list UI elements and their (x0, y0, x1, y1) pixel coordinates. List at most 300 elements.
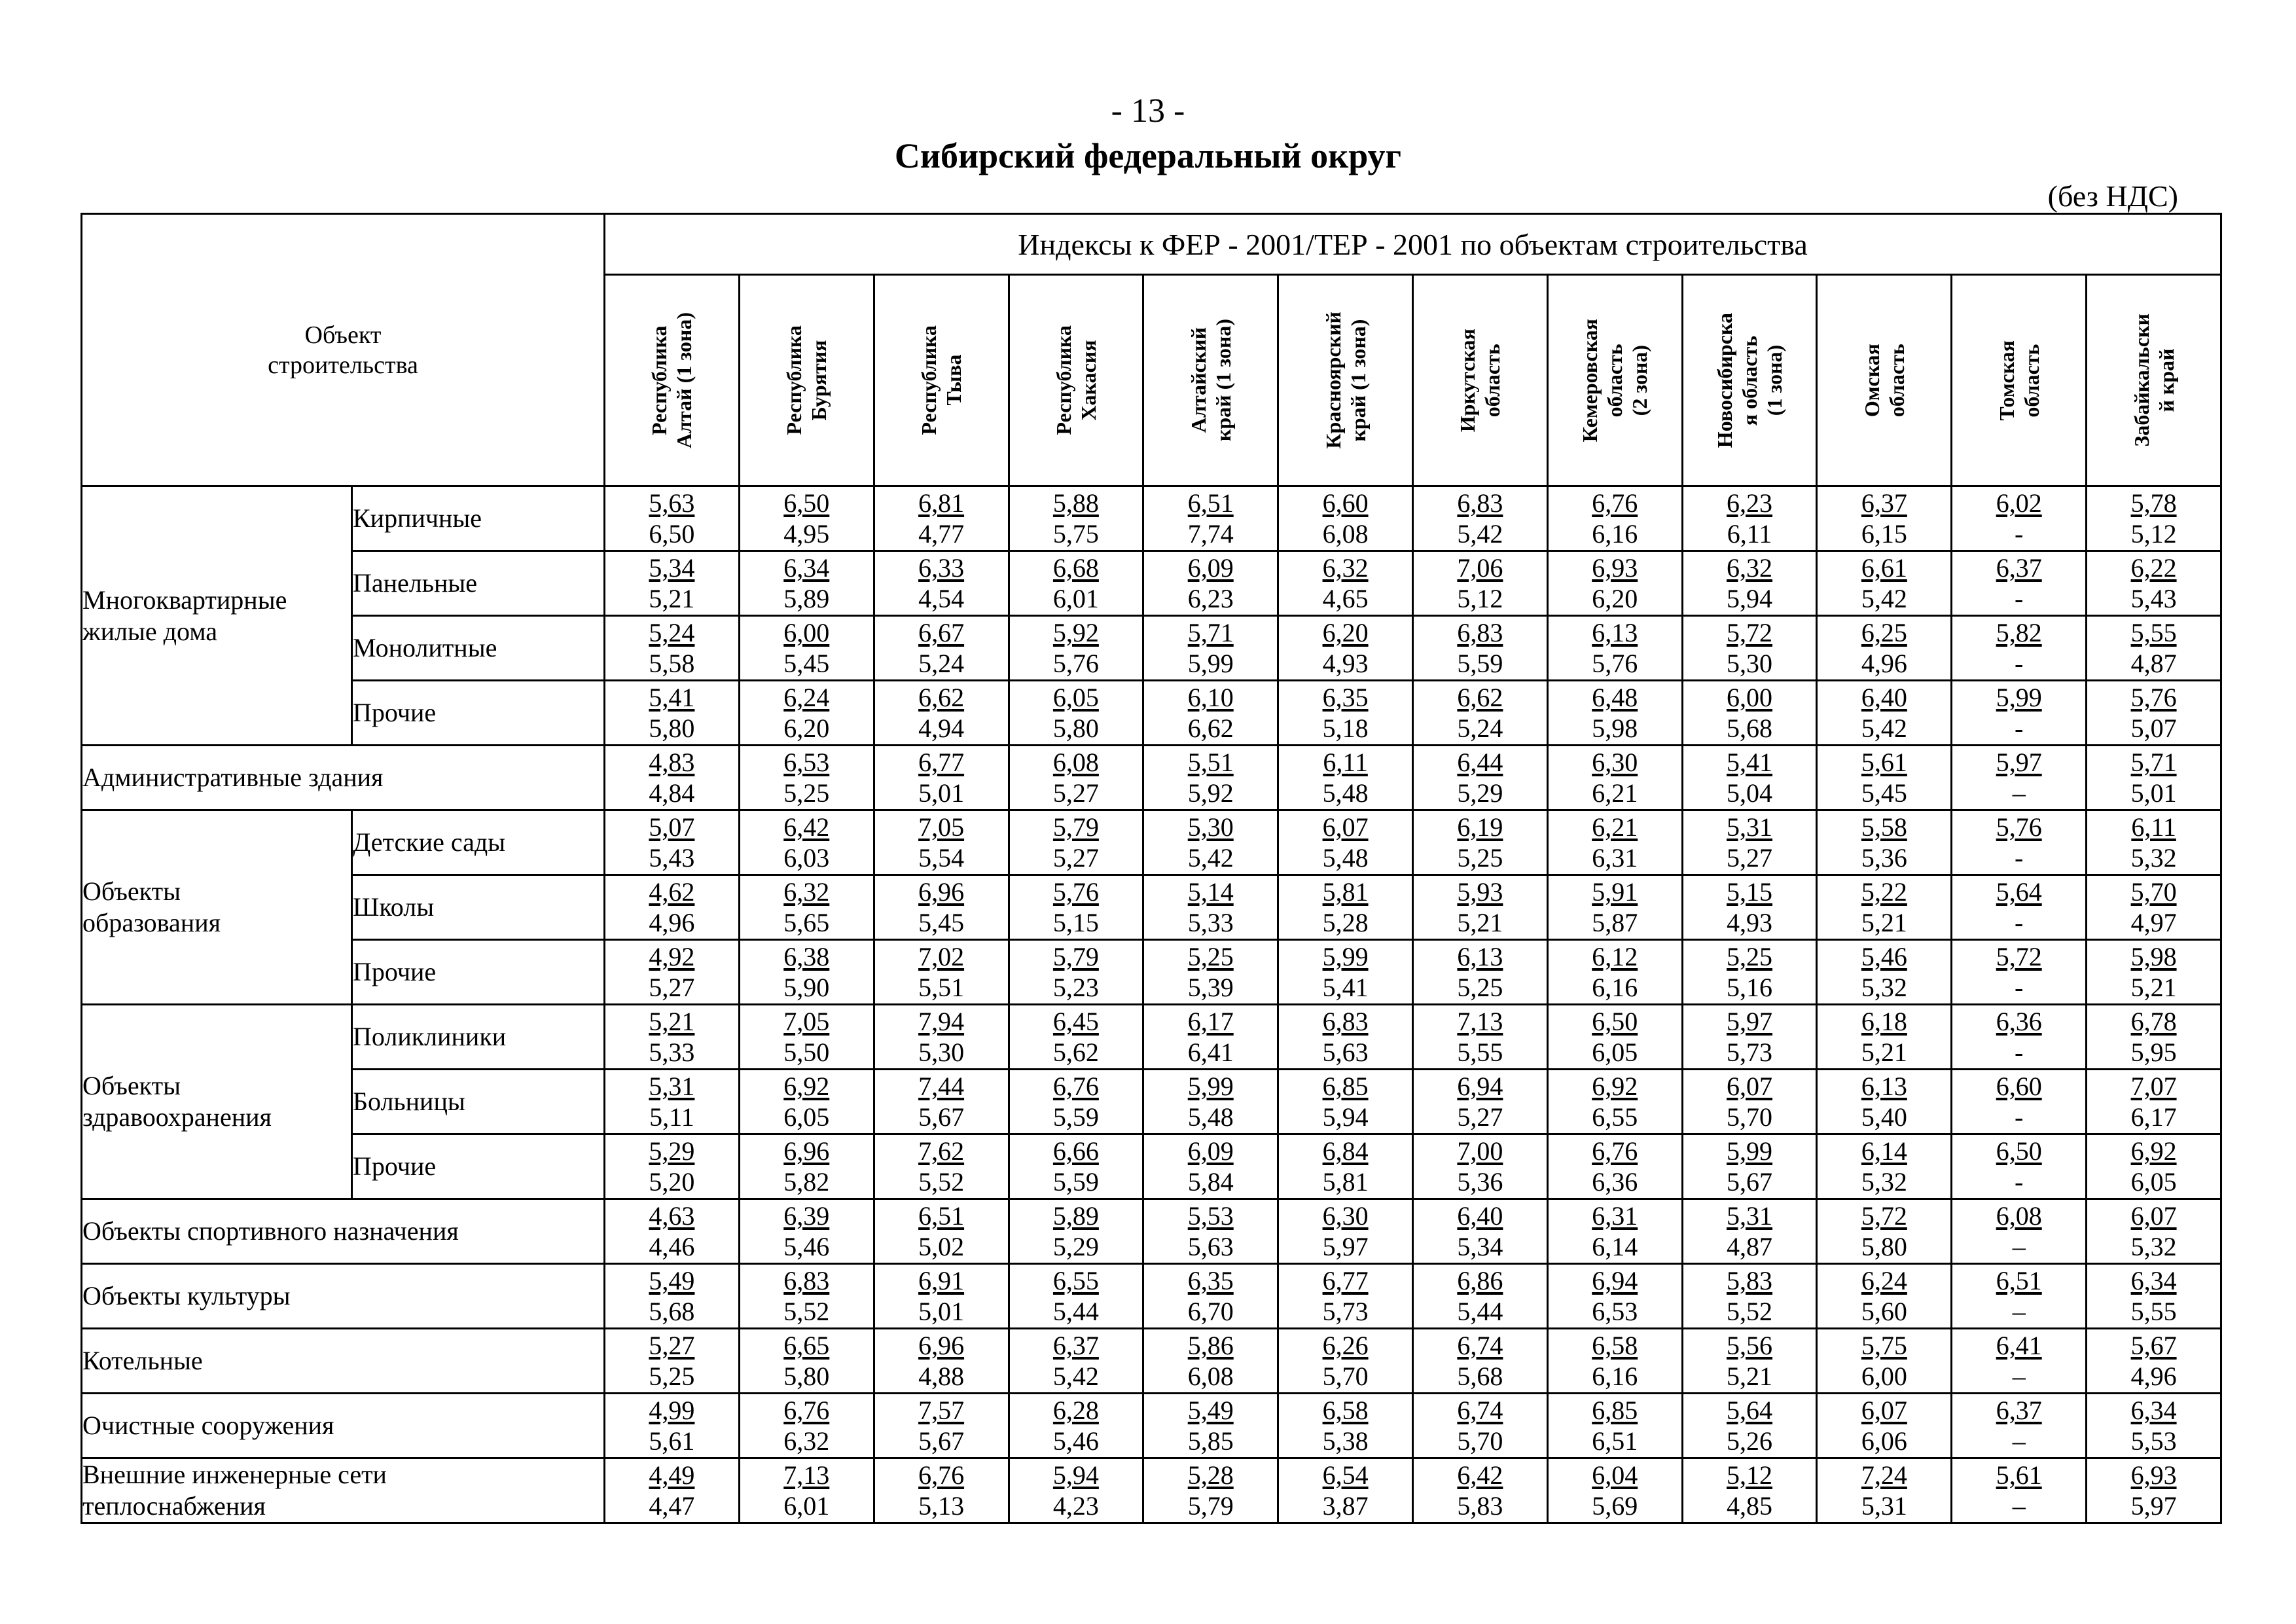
index-value-bottom: 5,24 (1457, 713, 1503, 743)
index-value-top: 6,24 (1861, 1266, 1907, 1295)
index-cell (605, 1070, 740, 1134)
index-cell (1412, 486, 1547, 551)
index-cell (1952, 486, 2087, 551)
index-value-top: 6,13 (1592, 618, 1638, 647)
index-cell (1817, 486, 1952, 551)
index-value-top: 6,07 (2130, 1201, 2177, 1231)
index-value-top: 5,61 (1861, 748, 1907, 777)
index-cell (1547, 1264, 1682, 1329)
index-value-bottom: 5,27 (1052, 843, 1099, 873)
index-cell (739, 1394, 874, 1458)
index-cell (739, 1070, 874, 1134)
index-value-bottom: 5,52 (783, 1297, 830, 1326)
index-value-bottom: - (2015, 713, 2024, 743)
index-value-top: 7,06 (1457, 553, 1503, 583)
index-value-top: 6,48 (1592, 683, 1638, 712)
index-value-bottom: 5,45 (783, 649, 830, 678)
index-value-top: 6,86 (1457, 1266, 1503, 1295)
object-label: Очистные сооружения (82, 1394, 605, 1458)
region-label: Томская область (1994, 340, 2043, 421)
index-value-top: 5,98 (2130, 942, 2177, 971)
index-value-top: 6,65 (783, 1331, 830, 1360)
index-value-top: 6,58 (1592, 1331, 1638, 1360)
index-value-top: 6,94 (1592, 1266, 1638, 1295)
index-value-top: 7,02 (918, 942, 965, 971)
index-cell (1547, 486, 1682, 551)
index-value-bottom: 5,12 (2130, 519, 2177, 549)
index-value-top: 6,24 (783, 683, 830, 712)
index-value-bottom: – (2012, 1426, 2026, 1456)
index-cell (739, 1005, 874, 1070)
index-value-bottom: 5,28 (1322, 908, 1369, 937)
index-value-top: 5,71 (2130, 748, 2177, 777)
index-value-top: 5,58 (1861, 812, 1907, 842)
index-value-top: 7,62 (918, 1136, 965, 1166)
index-value-top: 5,93 (1457, 877, 1503, 907)
index-cell (739, 1264, 874, 1329)
index-value-top: 6,19 (1457, 812, 1503, 842)
index-cell (1412, 875, 1547, 940)
index-value-top: 6,14 (1861, 1136, 1907, 1166)
index-value-top: 5,79 (1052, 812, 1099, 842)
index-cell (1817, 1264, 1952, 1329)
index-value-top: 5,25 (1727, 942, 1773, 971)
index-cell (1278, 616, 1413, 681)
index-value-top: 6,04 (1592, 1460, 1638, 1490)
index-value-top: 5,34 (649, 553, 695, 583)
index-value-bottom: 7,74 (1187, 519, 1234, 549)
index-cell (1143, 681, 1278, 746)
index-value-bottom: 6,05 (2130, 1167, 2177, 1197)
index-value-bottom: - (2015, 1038, 2024, 1067)
index-value-top: 6,62 (1457, 683, 1503, 712)
index-cell (1817, 681, 1952, 746)
index-value-top: 7,13 (1457, 1007, 1503, 1036)
index-value-top: 7,05 (918, 812, 965, 842)
index-value-bottom: 6,62 (1187, 713, 1234, 743)
index-value-top: 4,62 (649, 877, 695, 907)
index-value-top: 5,63 (649, 488, 695, 518)
index-cell (739, 551, 874, 616)
index-cell (1278, 1329, 1413, 1394)
index-cell (1817, 1394, 1952, 1458)
index-value-top: 6,50 (783, 488, 830, 518)
index-value-top: 5,49 (1187, 1396, 1234, 1425)
index-value-top: 5,97 (1996, 748, 2042, 777)
index-cell (1682, 1458, 1817, 1523)
index-cell (1682, 1394, 1817, 1458)
subtype-label: Прочие (352, 1134, 605, 1199)
index-value-bottom: 5,16 (1727, 973, 1773, 1002)
index-cell (1278, 875, 1413, 940)
index-cell (1278, 1199, 1413, 1264)
index-value-top: 6,93 (2130, 1460, 2177, 1490)
index-value-top: 6,68 (1052, 553, 1099, 583)
index-value-bottom: 5,59 (1052, 1102, 1099, 1132)
index-cell (605, 551, 740, 616)
subtype-label: Поликлиники (352, 1005, 605, 1070)
index-value-top: 5,30 (1187, 812, 1234, 842)
index-cell (1278, 746, 1413, 810)
index-value-bottom: 5,29 (1457, 778, 1503, 808)
index-value-top: 7,05 (783, 1007, 830, 1036)
index-value-top: 5,72 (1996, 942, 2042, 971)
index-value-bottom: 5,48 (1322, 843, 1369, 873)
index-value-bottom: 5,80 (783, 1362, 830, 1391)
index-cell (605, 1005, 740, 1070)
index-value-bottom: 5,25 (1457, 973, 1503, 1002)
index-value-bottom: 5,67 (1727, 1167, 1773, 1197)
index-value-bottom: 6,11 (1727, 519, 1772, 549)
index-value-top: 5,81 (1322, 877, 1369, 907)
index-cell (2087, 875, 2221, 940)
region-header (605, 275, 740, 486)
index-value-bottom: 5,62 (1052, 1038, 1099, 1067)
index-value-top: 7,57 (918, 1396, 965, 1425)
index-value-top: 6,53 (783, 748, 830, 777)
index-value-bottom: 4,54 (918, 584, 965, 613)
index-cell (739, 1199, 874, 1264)
index-value-bottom: 5,84 (1187, 1167, 1234, 1197)
index-value-top: 6,22 (2130, 553, 2177, 583)
index-value-bottom: 6,05 (1592, 1038, 1638, 1067)
index-cell (1547, 681, 1682, 746)
index-value-top: 6,51 (918, 1201, 965, 1231)
index-cell (1682, 1070, 1817, 1134)
index-cell (1952, 1070, 2087, 1134)
index-cell (2087, 616, 2221, 681)
object-label: Внешние инженерные сети теплоснабжения (82, 1458, 605, 1523)
index-value-bottom: 5,81 (1322, 1167, 1369, 1197)
index-value-top: 6,45 (1052, 1007, 1099, 1036)
index-value-top: 7,00 (1457, 1136, 1503, 1166)
region-label: Кемеровская область (2 зона) (1578, 318, 1652, 442)
index-cell (1143, 1199, 1278, 1264)
index-value-top: 6,60 (1996, 1072, 2042, 1101)
index-cell (2087, 940, 2221, 1005)
region-header (1817, 275, 1952, 486)
index-cell (1547, 1070, 1682, 1134)
index-cell (739, 875, 874, 940)
object-header-label: Объект строительства (268, 321, 418, 379)
index-cell (1412, 681, 1547, 746)
index-value-bottom: 4,95 (783, 519, 830, 549)
index-value-bottom: 6,20 (1592, 584, 1638, 613)
index-value-bottom: – (2012, 778, 2026, 808)
index-cell (1952, 1394, 2087, 1458)
index-cell (2087, 810, 2221, 875)
index-value-top: 6,85 (1322, 1072, 1369, 1101)
index-value-top: 5,22 (1861, 877, 1907, 907)
index-cell (2087, 681, 2221, 746)
region-header (2087, 275, 2221, 486)
index-cell (605, 810, 740, 875)
index-value-top: 6,38 (783, 942, 830, 971)
index-value-bottom: – (2012, 1232, 2026, 1261)
index-cell (1952, 810, 2087, 875)
table-row (82, 1134, 2221, 1199)
index-value-bottom: 5,94 (1727, 584, 1773, 613)
index-cell (1682, 616, 1817, 681)
index-value-top: 6,25 (1861, 618, 1907, 647)
index-cell (1817, 1005, 1952, 1070)
index-cell (874, 1458, 1009, 1523)
index-value-bottom: 5,04 (1727, 778, 1773, 808)
index-value-bottom: 5,21 (1861, 908, 1907, 937)
index-value-bottom: 5,85 (1187, 1426, 1234, 1456)
index-value-top: 6,92 (1592, 1072, 1638, 1101)
index-value-top: 6,58 (1322, 1396, 1369, 1425)
index-value-bottom: 5,95 (2130, 1038, 2177, 1067)
index-value-top: 5,46 (1861, 942, 1907, 971)
index-table (81, 213, 2222, 1524)
index-value-bottom: 5,76 (1592, 649, 1638, 678)
index-value-bottom: 5,80 (1861, 1232, 1907, 1261)
index-cell (1817, 551, 1952, 616)
index-cell (874, 551, 1009, 616)
index-value-bottom: 5,45 (918, 908, 965, 937)
index-cell (1412, 551, 1547, 616)
index-cell (1817, 1199, 1952, 1264)
index-value-top: 6,09 (1187, 1136, 1234, 1166)
index-value-top: 7,94 (918, 1007, 965, 1036)
index-value-bottom: 5,42 (1861, 584, 1907, 613)
index-value-bottom: 6,70 (1187, 1297, 1234, 1326)
index-cell (605, 681, 740, 746)
index-value-bottom: 6,14 (1592, 1232, 1638, 1261)
index-value-top: 5,72 (1727, 618, 1773, 647)
index-cell (739, 681, 874, 746)
index-value-top: 5,51 (1187, 748, 1234, 777)
index-value-top: 6,07 (1727, 1072, 1773, 1101)
index-cell (1009, 1199, 1143, 1264)
index-value-bottom: - (2015, 1167, 2024, 1197)
index-value-bottom: 5,82 (783, 1167, 830, 1197)
region-label: Республика Тыва (917, 325, 966, 435)
index-value-bottom: 5,98 (1592, 713, 1638, 743)
index-value-bottom: 4,96 (1861, 649, 1907, 678)
index-value-bottom: 6,36 (1592, 1167, 1638, 1197)
index-cell (1547, 551, 1682, 616)
table-row (82, 940, 2221, 1005)
index-value-bottom: 5,01 (2130, 778, 2177, 808)
index-value-top: 6,51 (1996, 1266, 2042, 1295)
index-value-top: 6,32 (783, 877, 830, 907)
region-label: Иркутская область (1456, 328, 1505, 433)
region-header (1143, 275, 1278, 486)
index-cell (739, 746, 874, 810)
index-value-top: 4,99 (649, 1396, 695, 1425)
region-header (1547, 275, 1682, 486)
index-value-top: 6,11 (2131, 812, 2176, 842)
index-value-top: 5,64 (1996, 877, 2042, 907)
index-value-bottom: 4,96 (2130, 1362, 2177, 1391)
index-cell (2087, 1264, 2221, 1329)
index-header: Индексы к ФЕР - 2001/ТЕР - 2001 по объектам строительства (605, 214, 2221, 275)
index-cell (1412, 746, 1547, 810)
index-value-bottom: 6,00 (1861, 1362, 1907, 1391)
index-value-top: 6,08 (1996, 1201, 2042, 1231)
index-cell (1952, 1458, 2087, 1523)
region-label: Республика Бурятия (782, 325, 831, 435)
index-value-bottom: 5,65 (783, 908, 830, 937)
index-cell (1682, 940, 1817, 1005)
index-value-top: 6,81 (918, 488, 965, 518)
index-cell (1952, 746, 2087, 810)
table-row (82, 1005, 2221, 1070)
index-value-bottom: 5,68 (1457, 1362, 1503, 1391)
index-cell (1143, 746, 1278, 810)
index-cell (1143, 1070, 1278, 1134)
subtype-label: Прочие (352, 940, 605, 1005)
index-cell (1547, 875, 1682, 940)
index-value-bottom: 5,46 (783, 1232, 830, 1261)
index-cell (1143, 486, 1278, 551)
table-row (82, 681, 2221, 746)
index-value-top: 6,54 (1322, 1460, 1369, 1490)
index-value-top: 5,25 (1187, 942, 1234, 971)
index-value-top: 6,41 (1996, 1331, 2042, 1360)
index-value-top: 5,64 (1727, 1396, 1773, 1425)
index-cell (605, 1458, 740, 1523)
subtype-label: Прочие (352, 681, 605, 746)
index-cell (1278, 551, 1413, 616)
index-value-bottom: 6,17 (2130, 1102, 2177, 1132)
index-value-bottom: 4,97 (2130, 908, 2177, 937)
index-value-bottom: 4,47 (649, 1491, 695, 1521)
index-cell (874, 1394, 1009, 1458)
index-value-top: 5,71 (1187, 618, 1234, 647)
index-value-bottom: 5,89 (783, 584, 830, 613)
index-cell (1547, 940, 1682, 1005)
index-cell (1009, 940, 1143, 1005)
index-value-top: 5,31 (649, 1072, 695, 1101)
index-value-top: 7,44 (918, 1072, 965, 1101)
index-value-top: 4,83 (649, 748, 695, 777)
region-header (1009, 275, 1143, 486)
index-cell (1412, 1134, 1547, 1199)
index-value-bottom: 5,30 (1727, 649, 1773, 678)
index-value-bottom: 5,39 (1187, 973, 1234, 1002)
index-value-top: 6,96 (918, 877, 965, 907)
index-value-bottom: 5,70 (1727, 1102, 1773, 1132)
index-value-top: 5,55 (2130, 618, 2177, 647)
table-row (82, 1394, 2221, 1458)
index-cell (739, 1329, 874, 1394)
index-value-bottom: 5,63 (1187, 1232, 1234, 1261)
index-value-bottom: - (2015, 843, 2024, 873)
index-cell (1278, 810, 1413, 875)
index-value-top: 6,30 (1592, 748, 1638, 777)
region-label: Республика Хакасия (1051, 325, 1100, 435)
index-value-top: 6,05 (1052, 683, 1099, 712)
index-value-bottom: 5,38 (1322, 1426, 1369, 1456)
index-value-top: 6,77 (918, 748, 965, 777)
index-value-top: 6,35 (1187, 1266, 1234, 1295)
index-cell (1009, 1005, 1143, 1070)
index-value-bottom: 4,85 (1727, 1491, 1773, 1521)
index-value-top: 5,21 (649, 1007, 695, 1036)
index-value-bottom: 5,01 (918, 778, 965, 808)
index-cell (1952, 875, 2087, 940)
index-value-bottom: 5,26 (1727, 1426, 1773, 1456)
table-row (82, 616, 2221, 681)
subtype-label: Больницы (352, 1070, 605, 1134)
index-value-top: 6,34 (783, 553, 830, 583)
index-value-bottom: 5,53 (2130, 1426, 2177, 1456)
index-value-bottom: 5,94 (1322, 1102, 1369, 1132)
index-value-top: 5,24 (649, 618, 695, 647)
index-value-bottom: – (2012, 1362, 2026, 1391)
index-value-bottom: 6,16 (1592, 973, 1638, 1002)
index-value-bottom: 5,24 (918, 649, 965, 678)
index-value-bottom: 5,29 (1052, 1232, 1099, 1261)
region-label: Забайкальски й край (2129, 314, 2178, 447)
object-label: Объекты спортивного назначения (82, 1199, 605, 1264)
index-value-bottom: 4,96 (649, 908, 695, 937)
index-cell (1143, 1134, 1278, 1199)
index-cell (1278, 1458, 1413, 1523)
index-cell (1817, 746, 1952, 810)
index-value-bottom: 6,08 (1187, 1362, 1234, 1391)
index-value-bottom: 5,97 (2130, 1491, 2177, 1521)
vat-note: (без НДС) (2047, 179, 2178, 213)
index-cell (1412, 1394, 1547, 1458)
index-cell (1952, 681, 2087, 746)
index-cell (1009, 1458, 1143, 1523)
index-value-bottom: 4,84 (649, 778, 695, 808)
index-value-bottom: 5,11 (649, 1102, 694, 1132)
index-value-bottom: 5,42 (1187, 843, 1234, 873)
index-cell (2087, 1070, 2221, 1134)
index-value-top: 6,83 (1457, 488, 1503, 518)
index-value-top: 4,92 (649, 942, 695, 971)
table-row (82, 486, 2221, 551)
index-value-top: 6,92 (783, 1072, 830, 1101)
index-cell (1143, 1458, 1278, 1523)
index-value-bottom: 4,77 (918, 519, 965, 549)
index-cell (1547, 616, 1682, 681)
index-value-bottom: 4,93 (1322, 649, 1369, 678)
subtype-label: Кирпичные (352, 486, 605, 551)
index-value-bottom: 6,08 (1322, 519, 1369, 549)
index-cell (1412, 1458, 1547, 1523)
table-row (82, 551, 2221, 616)
index-value-bottom: 5,59 (1457, 649, 1503, 678)
index-value-bottom: 4,87 (2130, 649, 2177, 678)
index-value-bottom: 6,06 (1861, 1426, 1907, 1456)
index-value-top: 6,50 (1996, 1136, 2042, 1166)
index-cell (605, 746, 740, 810)
index-cell (1952, 1005, 2087, 1070)
index-cell (1547, 1458, 1682, 1523)
index-value-bottom: 6,21 (1592, 778, 1638, 808)
index-cell (605, 1134, 740, 1199)
index-value-top: 6,35 (1322, 683, 1369, 712)
index-value-top: 6,61 (1861, 553, 1907, 583)
index-value-bottom: 5,48 (1187, 1102, 1234, 1132)
index-value-bottom: 5,79 (1187, 1491, 1234, 1521)
index-value-bottom: 5,20 (649, 1167, 695, 1197)
index-value-top: 5,67 (2130, 1331, 2177, 1360)
index-cell (2087, 551, 2221, 616)
index-value-top: 6,13 (1457, 942, 1503, 971)
index-value-bottom: 5,36 (1457, 1167, 1503, 1197)
index-value-bottom: 6,23 (1187, 584, 1234, 613)
index-value-top: 6,12 (1592, 942, 1638, 971)
index-value-top: 6,55 (1052, 1266, 1099, 1295)
index-value-top: 6,66 (1052, 1136, 1099, 1166)
